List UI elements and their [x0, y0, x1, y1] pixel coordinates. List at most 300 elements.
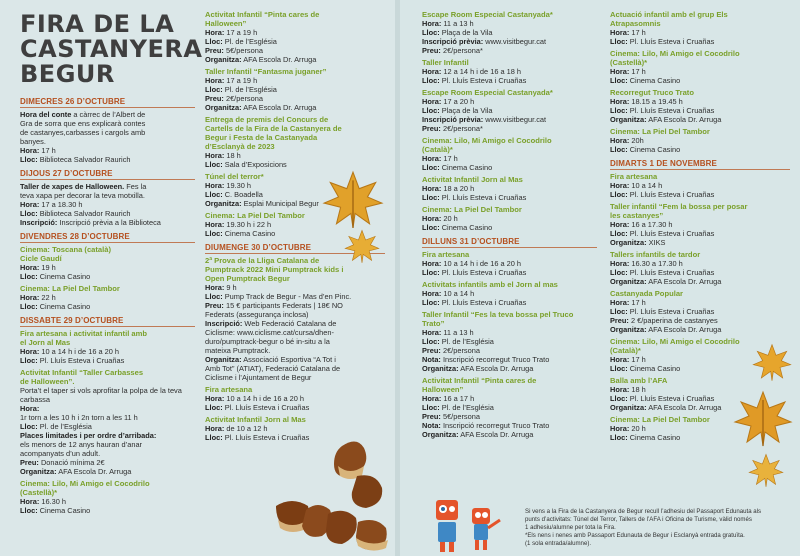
event-detail — [422, 394, 597, 403]
detail-label: Inscripció: — [205, 319, 243, 328]
detail-value: Cinema Casino — [627, 433, 681, 442]
detail-label: Organitza: — [205, 103, 242, 112]
event-title: Cinema: Lilo, Mi Amigo el Cocodrilo — [610, 337, 740, 346]
event-detail — [610, 307, 790, 316]
detail-label: Hora: — [205, 220, 225, 229]
detail-value: Pump Track de Begur - Mas d’en Pinc. — [222, 292, 352, 301]
column-3 — [422, 10, 597, 442]
detail-value: teva xapa per decorar la teva motxilla. — [20, 191, 145, 200]
event-detail — [422, 403, 597, 412]
detail-label: Organitza: — [205, 199, 242, 208]
event-title: Activitat Infantil “Pinta cares de — [422, 376, 537, 385]
detail-label: Organitza: — [20, 467, 57, 476]
detail-label: Lloc: — [20, 356, 38, 365]
detail-label: Organitza: — [205, 55, 242, 64]
event-detail — [20, 272, 195, 281]
event-title: Tallers infantils de tardor — [610, 250, 701, 259]
detail-label: Preu: — [422, 346, 441, 355]
event-item — [205, 256, 385, 382]
detail-label: Hora: — [610, 67, 630, 76]
detail-label: Lloc: — [205, 229, 223, 238]
detail-label: Hora: — [422, 214, 442, 223]
detail-value: AFA Escola Dr. Arruga — [241, 103, 317, 112]
detail-label: Hora: — [205, 28, 225, 37]
detail-value: Pl. Lluís Esteva i Cruañas — [439, 298, 527, 307]
detail-value: Pl. Lluís Esteva i Cruañas — [627, 190, 715, 199]
detail-value: AFA Escola Dr. Arruga — [646, 325, 722, 334]
detail-value: AFA Escola Dr. Arruga — [646, 277, 722, 286]
event-title: Open Pumptrack Begur — [205, 274, 290, 283]
event-detail — [20, 263, 195, 272]
title-line: CASTANYERA — [20, 35, 203, 63]
title-line: BEGUR — [20, 60, 115, 88]
event-detail — [205, 301, 385, 310]
detail-label: Lloc: — [422, 298, 440, 307]
detail-label: Lloc: — [422, 163, 440, 172]
detail-value: 20 h — [441, 214, 458, 223]
detail-label: Nota: — [422, 421, 441, 430]
event-detail — [205, 28, 385, 37]
event-detail — [422, 337, 597, 346]
detail-label: Hora: — [610, 424, 630, 433]
detail-value: de castanyes,carbasses i cargols amb — [20, 128, 146, 137]
detail-value: Cinema Casino — [37, 302, 91, 311]
detail-value: 17 a 19 h — [224, 28, 258, 37]
detail-value: a càrrec de l’Albert de — [71, 110, 146, 119]
event-detail — [20, 119, 195, 128]
detail-value: Amb Tot” (ATIAT), Federació Catalana de — [205, 364, 341, 373]
event-detail — [20, 191, 195, 200]
event-title: Fira artesana — [205, 385, 253, 394]
detail-label: Preu: — [205, 46, 224, 55]
event-detail — [422, 289, 597, 298]
detail-value: Inscripció prèvia a la Biblioteca — [57, 218, 161, 227]
detail-value: Pl. de l’Església — [222, 37, 277, 46]
event-detail — [422, 346, 597, 355]
detail-label: Hora: — [20, 404, 40, 413]
detail-label: Hora: — [20, 146, 40, 155]
detail-label: Hora: — [205, 151, 225, 160]
detail-label: Hora: — [20, 263, 40, 272]
detail-value: Cinema Casino — [439, 223, 493, 232]
detail-value: 20h — [629, 136, 644, 145]
event-detail — [422, 28, 597, 37]
event-detail — [205, 424, 385, 433]
detail-label: Preu: — [610, 316, 629, 325]
event-detail — [205, 46, 385, 55]
detail-value: Pl. de l’Església — [222, 85, 277, 94]
detail-value: 18 a 20 h — [441, 184, 475, 193]
detail-value: Pl. de l’Església — [439, 337, 494, 346]
detail-label: Organitza: — [422, 364, 459, 373]
event-item — [610, 88, 790, 124]
detail-value: de 10 a 12 h — [224, 424, 268, 433]
detail-label: Hora: — [422, 259, 442, 268]
detail-value: 17 h — [629, 355, 646, 364]
event-detail — [422, 412, 597, 421]
detail-value: Plaça de la Vila — [439, 28, 493, 37]
event-detail — [205, 310, 385, 319]
footnote-line: punts d’activitats: Túnel del Terror, Tallers de l’AFA i Oficina de Turisme, vàlid només — [525, 516, 752, 523]
event-detail — [205, 403, 385, 412]
detail-label: Organitza: — [610, 238, 647, 247]
event-detail — [610, 106, 790, 115]
event-title: Cinema: La Piel Del Tambor — [205, 211, 305, 220]
event-title: Cinema: Lilo, Mi Amigo el Cocodrilo — [610, 49, 740, 58]
event-title: Taller Infantil “Fes la teva bossa pel Truco — [422, 310, 574, 319]
detail-value: Cinema Casino — [627, 364, 681, 373]
detail-label: Places limitades i per ordre d’arribada: — [20, 431, 157, 440]
event-detail — [205, 337, 385, 346]
autumn-leaf-icon — [733, 388, 793, 448]
detail-label: Hora: — [610, 136, 630, 145]
detail-label: Hora: — [20, 497, 40, 506]
detail-label: Taller de xapes de Halloween. — [20, 182, 125, 191]
event-title: Pumptrack 2022 Mini Pumptrack kids i — [205, 265, 344, 274]
detail-value: Plaça de la Vila — [439, 106, 493, 115]
event-title: 2ª Prova de la Lliga Catalana de — [205, 256, 320, 265]
detail-label: Preu: — [205, 301, 224, 310]
detail-label: Lloc: — [205, 190, 223, 199]
detail-value: Cinema Casino — [439, 163, 493, 172]
event-detail — [205, 55, 385, 64]
detail-value: 16 a 17 h — [441, 394, 475, 403]
detail-label: Inscripció: — [20, 218, 58, 227]
event-detail — [20, 506, 195, 515]
detail-label: Lloc: — [20, 272, 38, 281]
detail-label: Organitza: — [610, 277, 647, 286]
footnote-line: 1 adhesiu/alumne per tota la Fira. — [525, 524, 616, 531]
event-detail — [20, 449, 195, 458]
autumn-leaf-icon — [344, 228, 380, 264]
footnote-line: Si vens a la Fira de la Castanyera de Begur recull l’adhesiu del Passaport Edunauta als — [525, 508, 762, 515]
event-item — [610, 172, 790, 199]
detail-value: 18 h — [224, 151, 241, 160]
detail-label: Preu: — [422, 124, 441, 133]
event-detail — [422, 193, 597, 202]
detail-value: 9 h — [224, 283, 237, 292]
event-title: Cinema: La Piel Del Tambor — [610, 415, 710, 424]
event-detail — [610, 268, 790, 277]
event-detail — [20, 404, 195, 413]
event-detail — [20, 356, 195, 365]
event-detail — [205, 328, 385, 337]
event-detail — [205, 85, 385, 94]
detail-label: Lloc: — [610, 394, 628, 403]
detail-value: AFA Escola Dr. Arruga — [458, 430, 534, 439]
column-1 — [20, 92, 195, 518]
detail-value: 17 a 20 h — [441, 97, 475, 106]
event-title: Cinema: La Piel Del Tambor — [20, 284, 120, 293]
detail-value: 17 h — [629, 28, 646, 37]
detail-label: Hora: — [205, 394, 225, 403]
detail-value: C. Boadella — [222, 190, 263, 199]
detail-value: Pl. Lluís Esteva i Cruañas — [37, 356, 125, 365]
event-title: Túnel del terror* — [205, 172, 264, 181]
event-item — [610, 202, 790, 247]
event-title: (Castellà)* — [20, 488, 58, 497]
event-title: Escape Room Especial Castanyada* — [422, 10, 553, 19]
detail-value: XIKS — [646, 238, 666, 247]
detail-label: Organitza: — [422, 430, 459, 439]
event-detail — [20, 422, 195, 431]
event-detail — [610, 145, 790, 154]
event-detail — [610, 259, 790, 268]
detail-value: 17 a 19 h — [224, 76, 258, 85]
event-detail — [610, 28, 790, 37]
detail-value: banyes. — [20, 137, 46, 146]
event-title: Cinema: Toscana (català) — [20, 245, 112, 254]
event-detail — [610, 76, 790, 85]
event-detail — [205, 355, 385, 364]
detail-label: Hora: — [20, 200, 40, 209]
detail-label: Lloc: — [422, 403, 440, 412]
detail-label: Hora: — [422, 184, 442, 193]
detail-label: Organitza: — [610, 115, 647, 124]
event-detail — [205, 373, 385, 382]
event-item — [20, 368, 195, 476]
detail-value: Ciclisme i l’Ajuntament de Begur — [205, 373, 312, 382]
detail-value: 2€/persona* — [440, 46, 483, 55]
detail-label: Lloc: — [610, 145, 628, 154]
detail-value: www.visitbegur.cat — [483, 37, 547, 46]
event-detail — [610, 220, 790, 229]
detail-value: 10 a 14 h — [629, 181, 663, 190]
detail-label: Preu: — [20, 458, 39, 467]
autumn-leaf-icon — [748, 450, 784, 490]
detail-value: Biblioteca Salvador Raurich — [37, 155, 131, 164]
event-detail — [422, 67, 597, 76]
detail-label: Hora: — [610, 298, 630, 307]
detail-value: Federats (assegurança inclosa) — [205, 310, 309, 319]
event-detail — [422, 355, 597, 364]
detail-label: Lloc: — [610, 106, 628, 115]
event-title: el Jorn al Mas — [20, 338, 71, 347]
title-line: FIRA DE LA — [20, 10, 175, 38]
event-detail — [422, 421, 597, 430]
event-detail — [422, 37, 597, 46]
event-title: Taller Infantil — [422, 58, 469, 67]
detail-value: Esplai Municipal Begur — [241, 199, 319, 208]
detail-label: Hora: — [610, 355, 630, 364]
detail-value: Pl. Lluís Esteva i Cruañas — [627, 394, 715, 403]
detail-label: Hora: — [610, 181, 630, 190]
autumn-leaf-icon — [322, 168, 384, 230]
event-title: Escape Room Especial Castanyada* — [422, 88, 553, 97]
detail-value: AFA Escola Dr. Arruga — [56, 467, 132, 476]
detail-value: Pl. Lluís Esteva i Cruañas — [627, 229, 715, 238]
day-heading: DIVENDRES 28 D’OCTUBRE — [20, 232, 195, 243]
event-detail — [20, 293, 195, 302]
event-detail — [610, 115, 790, 124]
event-item — [20, 245, 195, 281]
event-detail — [422, 298, 597, 307]
detail-label: Hora: — [422, 289, 442, 298]
event-title: Cinema: La Piel Del Tambor — [610, 127, 710, 136]
detail-label: Hora: — [610, 259, 630, 268]
event-title: Halloween” — [205, 19, 247, 28]
event-title: d’Esclanyà de 2023 — [205, 142, 275, 151]
event-title: Halloween” — [422, 385, 464, 394]
detail-label: Inscripció prèvia: — [422, 37, 484, 46]
detail-label: Hora: — [422, 67, 442, 76]
detail-value: Inscripció recorregut Truco Trato — [440, 355, 550, 364]
event-title: Castanyada Popular — [610, 289, 684, 298]
event-title: Actuació infantil amb el grup Els — [610, 10, 728, 19]
event-detail — [20, 155, 195, 164]
event-detail — [20, 302, 195, 311]
detail-value: 10 a 14 h i de 16 a 20 h — [441, 259, 522, 268]
detail-label: Organitza: — [610, 325, 647, 334]
detail-value: 17 h — [441, 154, 458, 163]
event-detail — [610, 97, 790, 106]
detail-label: Nota: — [422, 355, 441, 364]
event-title: Cartells de la Fira de la Castanyera de — [205, 124, 342, 133]
event-title: Entrega de premis del Concurs de — [205, 115, 329, 124]
detail-value: 2 €/paperina de castanyes — [628, 316, 718, 325]
event-detail — [610, 298, 790, 307]
detail-label: Lloc: — [20, 155, 38, 164]
event-detail — [20, 440, 195, 449]
event-detail — [610, 190, 790, 199]
event-title: Cinema: Lilo, Mi Amigo el Cocodrilo — [422, 136, 552, 145]
day-heading: DIMARTS 1 DE NOVEMBRE — [610, 159, 790, 170]
detail-value: 11 a 13 h — [441, 19, 474, 28]
event-detail — [205, 394, 385, 403]
detail-value: Fes la — [124, 182, 147, 191]
detail-label: Hora: — [422, 394, 442, 403]
event-detail — [20, 413, 195, 422]
detail-label: Lloc: — [205, 85, 223, 94]
event-detail — [422, 163, 597, 172]
detail-value: 11 a 13 h — [441, 328, 474, 337]
event-title: de Halloween”. — [20, 377, 75, 386]
detail-label: Lloc: — [610, 37, 628, 46]
detail-label: Lloc: — [20, 422, 38, 431]
event-detail — [205, 364, 385, 373]
event-detail — [205, 346, 385, 355]
event-detail — [422, 430, 597, 439]
event-detail — [610, 67, 790, 76]
detail-label: Lloc: — [610, 364, 628, 373]
detail-value: 2€/persona — [440, 346, 480, 355]
detail-label: Lloc: — [205, 433, 223, 442]
event-item — [205, 385, 385, 412]
detail-label: Hora: — [610, 385, 630, 394]
event-title: Taller infantil “Fem la bossa per posar — [610, 202, 748, 211]
event-title: Activitat Infantil “Pinta cares de — [205, 10, 320, 19]
day-heading: DISSABTE 29 D’OCTUBRE — [20, 316, 195, 327]
detail-label: Hora: — [205, 424, 225, 433]
detail-value: Cinema Casino — [627, 145, 681, 154]
detail-value: Pl. Lluís Esteva i Cruañas — [627, 268, 715, 277]
event-title: Recorregut Truco Trato — [610, 88, 694, 97]
event-detail — [205, 37, 385, 46]
detail-value: acompanyats d’un adult. — [20, 449, 101, 458]
event-detail — [422, 268, 597, 277]
detail-value: AFA Escola Dr. Arruga — [458, 364, 534, 373]
detail-label: Hora del conte — [20, 110, 72, 119]
event-item — [610, 127, 790, 154]
event-title: (Català)* — [610, 346, 641, 355]
event-item — [610, 49, 790, 85]
detail-value: 17 h — [629, 67, 646, 76]
detail-value: 19.30 h — [224, 181, 252, 190]
day-heading: DILLUNS 31 D’OCTUBRE — [422, 237, 597, 248]
detail-label: Hora: — [205, 283, 225, 292]
detail-value: els menors de 12 anys hauran d’anar — [20, 440, 143, 449]
event-detail — [20, 110, 195, 119]
detail-label: Preu: — [422, 412, 441, 421]
detail-value: Pl. Lluís Esteva i Cruañas — [439, 193, 527, 202]
event-item — [20, 182, 195, 227]
detail-value: Ciclisme: www.ciclisme.cat/cursa/dhen- — [205, 328, 334, 337]
event-item — [422, 250, 597, 277]
event-detail — [422, 214, 597, 223]
day-heading: DIMECRES 26 D’OCTUBRE — [20, 97, 195, 108]
event-item — [20, 284, 195, 311]
event-item — [20, 479, 195, 515]
detail-label: Lloc: — [205, 403, 223, 412]
detail-value: 17 h — [39, 146, 56, 155]
event-detail — [610, 181, 790, 190]
detail-value: Pl. Lluís Esteva i Cruañas — [439, 268, 527, 277]
detail-label: Lloc: — [20, 209, 38, 218]
detail-label: Inscripció prèvia: — [422, 115, 484, 124]
event-item — [422, 175, 597, 202]
footnote — [525, 508, 790, 548]
detail-label: Lloc: — [20, 302, 38, 311]
detail-value: Pl. de l’Església — [37, 422, 92, 431]
detail-value: Gra de sorra que ens explicarà contes — [20, 119, 146, 128]
event-detail — [422, 76, 597, 85]
event-title: Fira artesana — [422, 250, 470, 259]
event-detail — [20, 347, 195, 356]
event-detail — [20, 200, 195, 209]
detail-label: Hora: — [422, 328, 442, 337]
detail-value: 1r torn a les 10 h i 2n torn a les 11 h — [20, 413, 138, 422]
detail-value: 2€/persona — [223, 94, 263, 103]
event-detail — [20, 497, 195, 506]
event-item — [20, 110, 195, 164]
event-title: Trato” — [422, 319, 445, 328]
detail-label: Hora: — [610, 97, 630, 106]
event-detail — [610, 229, 790, 238]
detail-value: 17 h — [629, 298, 646, 307]
event-detail — [422, 115, 597, 124]
event-title: Begur i Festa de la Castanyada — [205, 133, 318, 142]
event-item — [610, 250, 790, 286]
event-detail — [610, 277, 790, 286]
detail-label: Hora: — [610, 220, 630, 229]
event-item — [422, 58, 597, 85]
event-title: Activitat Infantil Jorn al Mas — [205, 415, 306, 424]
detail-value: duro/pumptrack-begur o bé in-situ a la — [205, 337, 330, 346]
event-detail — [20, 146, 195, 155]
event-item — [205, 10, 385, 64]
detail-value: 16 a 17.30 h — [629, 220, 673, 229]
event-title: Fira artesana i activitat infantil amb — [20, 329, 148, 338]
event-detail — [610, 37, 790, 46]
detail-value: Inscripció recorregut Truco Trato — [440, 421, 550, 430]
detail-value: 19 h — [39, 263, 56, 272]
event-item — [422, 88, 597, 133]
detail-label: Lloc: — [610, 433, 628, 442]
detail-label: Lloc: — [610, 229, 628, 238]
event-title: Taller Infantil “Fantasma juganer” — [205, 67, 327, 76]
event-title: Balla amb l’AFA — [610, 376, 668, 385]
detail-value: Associació Esportiva “A Tot i — [241, 355, 336, 364]
